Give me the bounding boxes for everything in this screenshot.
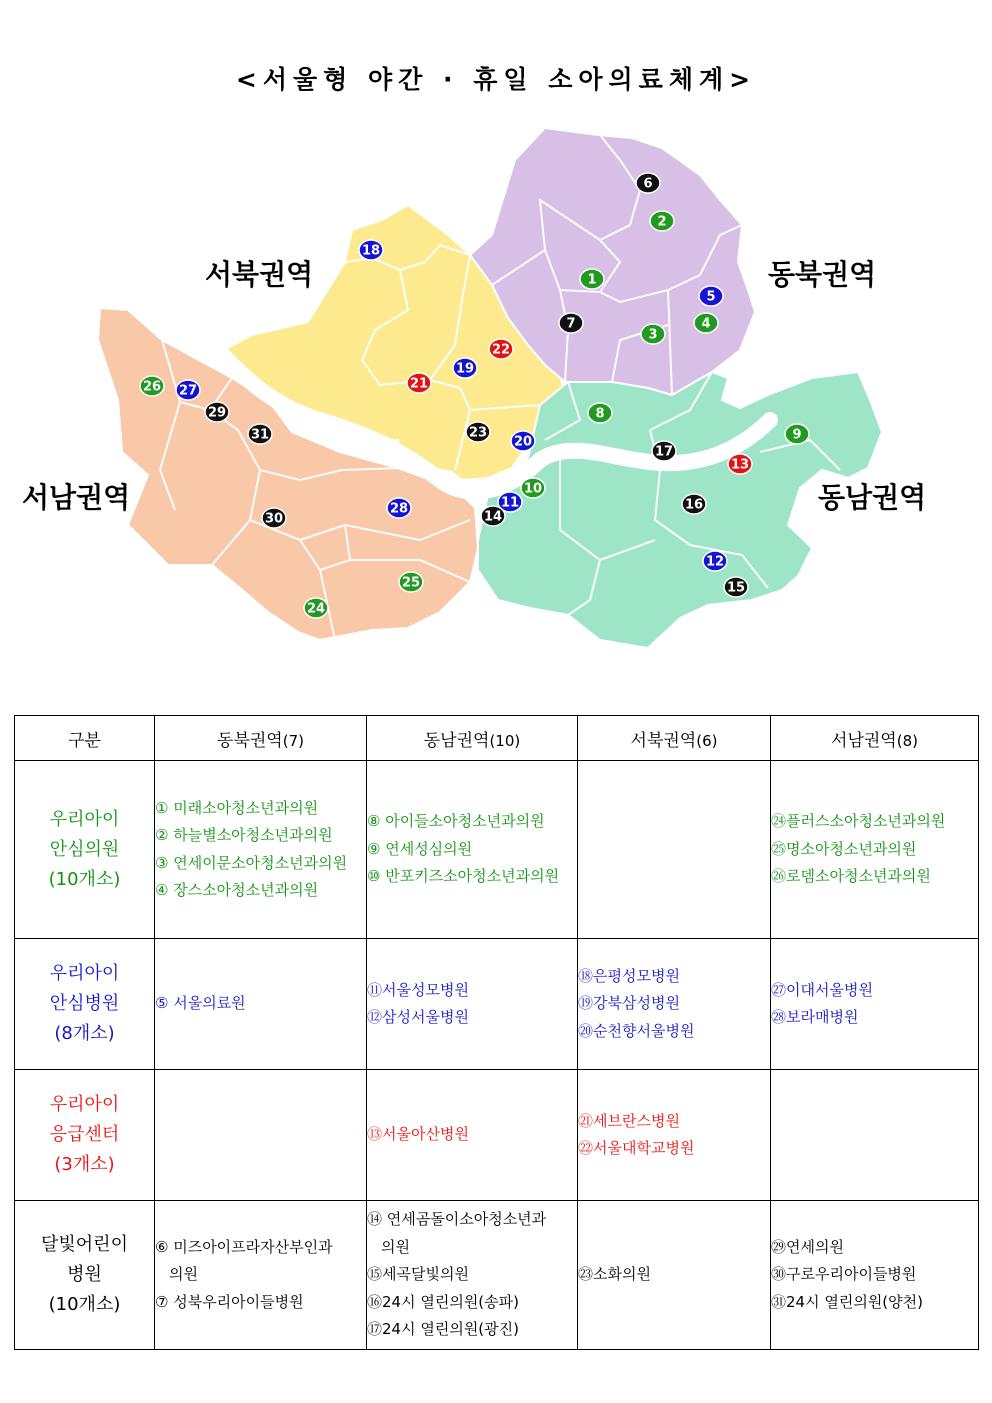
facility-name: ㉙연세의원: [771, 1237, 844, 1256]
header-southwest: 서남권역(8): [771, 716, 979, 761]
map-marker-label: 8: [595, 406, 605, 422]
map-marker-10: [521, 478, 545, 498]
map-marker-12: [703, 551, 727, 571]
map-marker-label: 9: [792, 427, 802, 443]
map-marker-1: [580, 269, 604, 289]
table-header-row: [15, 716, 979, 761]
map-marker-label: 5: [706, 289, 716, 305]
facility-table: [14, 715, 979, 1350]
map-marker-6: [636, 173, 660, 193]
map-marker-3: [641, 324, 665, 344]
map-marker-label: 6: [643, 176, 653, 192]
map-marker-19: [453, 358, 477, 378]
cell-southeast: [367, 1201, 578, 1350]
region-label-southwest: 서남권역: [22, 481, 131, 514]
facility-name: ⑪서울성모병원: [367, 980, 469, 999]
cell-northeast: [155, 761, 367, 939]
map-marker-label: 3: [648, 327, 658, 343]
map-marker-17: [652, 441, 676, 461]
map-marker-label: 23: [468, 425, 488, 441]
facility-name: ㉓소화의원: [578, 1265, 651, 1284]
map-marker-31: [248, 424, 272, 444]
map-marker-label: 15: [726, 580, 746, 596]
facility-name: ㉕명소아청소년과의원: [771, 839, 917, 858]
map-marker-label: 2: [657, 214, 667, 230]
facility-name: ㉛24시 열린의원(양천): [771, 1292, 923, 1311]
facility-name: ⑳순천향서울병원: [578, 1021, 695, 1040]
region-label-southeast: 동남권역: [818, 481, 927, 514]
page-title: <서울형 야간 · 휴일 소아의료체계>: [235, 65, 757, 94]
facility-name: ⑱은평성모병원: [578, 966, 680, 985]
facility-name: ① 미래소아청소년과의원: [155, 798, 319, 817]
facility-name: ㉖로뎀소아청소년과의원: [771, 867, 931, 886]
region-label-northwest: 서북권역: [205, 258, 314, 291]
map-marker-label: 29: [207, 405, 227, 421]
cell-southwest: [771, 939, 979, 1070]
map-marker-22: [489, 339, 513, 359]
map-marker-21: [407, 373, 431, 393]
facility-name: ㉗이대서울병원: [771, 980, 873, 999]
map-marker-26: [140, 376, 164, 396]
cell-northwest: [578, 761, 771, 939]
map-marker-9: [785, 424, 809, 444]
map-marker-label: 20: [513, 434, 533, 450]
map-marker-25: [399, 572, 423, 592]
row-category-line: 우리아이: [49, 808, 120, 830]
facility-name: ㉑세브란스병원: [578, 1111, 680, 1130]
facility-name: ⑥ 미즈아이프라자산부인과: [155, 1237, 333, 1256]
map-marker-label: 7: [566, 316, 576, 332]
row-category-line: 응급센터: [49, 1124, 120, 1145]
map-marker-label: 28: [389, 501, 409, 517]
facility-name: ④ 장스소아청소년과의원: [155, 881, 319, 899]
header-southeast: 동남권역(10): [367, 716, 578, 761]
facility-name: 의원: [169, 1265, 198, 1284]
map-marker-28: [387, 498, 411, 518]
map-marker-29: [205, 402, 229, 422]
map-marker-20: [511, 431, 535, 451]
row-category: [15, 939, 155, 1070]
map-marker-2: [650, 211, 674, 231]
facility-name: ㉒서울대학교병원: [578, 1139, 695, 1157]
cell-northeast: [155, 939, 367, 1070]
map-marker-label: 10: [523, 481, 543, 497]
cell-northwest: [578, 1201, 771, 1350]
map-marker-label: 22: [491, 342, 511, 358]
cell-southeast: [367, 939, 578, 1070]
map-marker-label: 4: [701, 316, 711, 332]
facility-name: ⑨ 연세성심의원: [367, 839, 473, 858]
row-category: [15, 761, 155, 939]
facility-name: ⑮세곡달빛의원: [367, 1265, 469, 1284]
map-marker-30: [262, 508, 286, 528]
row-category-line: (10개소): [48, 868, 121, 890]
cell-northeast: [155, 1201, 367, 1350]
seoul-region-map: [0, 110, 992, 670]
table-row: [15, 761, 979, 939]
map-marker-label: 13: [730, 457, 750, 473]
map-marker-label: 26: [142, 379, 162, 395]
cell-northwest: [578, 939, 771, 1070]
facility-name: ⑫삼성서울병원: [367, 1008, 469, 1026]
row-category-line: 안심병원: [49, 993, 120, 1014]
facility-name: ⑦ 성북우리아이들병원: [155, 1292, 304, 1311]
region-label-northeast: 동북권역: [768, 258, 877, 291]
map-marker-label: 24: [306, 601, 326, 617]
map-marker-label: 27: [178, 383, 198, 399]
map-marker-13: [728, 454, 752, 474]
header-northwest: 서북권역(6): [578, 716, 771, 761]
facility-name: ⑩ 반포키즈소아청소년과의원: [367, 867, 560, 886]
map-marker-23: [466, 422, 490, 442]
map-marker-18: [359, 240, 383, 260]
map-marker-label: 11: [500, 495, 520, 511]
map-marker-16: [682, 494, 706, 514]
map-marker-label: 16: [684, 497, 704, 513]
map-marker-label: 30: [264, 511, 284, 527]
cell-southwest: [771, 1201, 979, 1350]
facility-name: ⑯24시 열린의원(송파): [367, 1292, 519, 1311]
row-category: [15, 1070, 155, 1201]
row-category-line: (3개소): [54, 1154, 115, 1175]
map-marker-label: 31: [250, 427, 270, 443]
map-marker-label: 21: [409, 376, 429, 392]
cell-southeast: [367, 761, 578, 939]
facility-name: ㉘보라매병원: [771, 1008, 859, 1026]
facility-name: ⑰24시 열린의원(광진): [367, 1320, 519, 1339]
map-marker-4: [694, 313, 718, 333]
facility-name: ⑬서울아산병원: [367, 1125, 469, 1144]
facility-name: ⑲강북삼성병원: [578, 994, 680, 1013]
facility-name: 의원: [381, 1237, 410, 1256]
map-marker-label: 18: [361, 243, 381, 259]
cell-southwest: [771, 761, 979, 939]
cell-northeast: [155, 1070, 367, 1201]
cell-northwest: [578, 1070, 771, 1201]
row-category-line: 우리아이: [49, 1094, 120, 1115]
map-marker-label: 12: [705, 554, 725, 570]
facility-name: ⑤ 서울의료원: [155, 994, 246, 1013]
map-marker-label: 17: [654, 444, 674, 460]
table-row: [15, 1201, 979, 1350]
row-category-line: (10개소): [48, 1294, 121, 1315]
facility-name: ② 하늘별소아청소년과의원: [155, 826, 333, 844]
map-marker-5: [699, 286, 723, 306]
facility-name: ⑧ 아이들소아청소년과의원: [367, 812, 545, 831]
cell-southeast: [367, 1070, 578, 1201]
header-category: 구분: [15, 716, 155, 761]
table-row: [15, 1070, 979, 1201]
map-marker-27: [176, 380, 200, 400]
map-marker-24: [304, 598, 328, 618]
facility-name: ⑭ 연세곰돌이소아청소년과: [367, 1210, 547, 1229]
map-marker-14: [481, 506, 505, 526]
cell-southwest: [771, 1070, 979, 1201]
facility-name: ㉚구로우리아이들병원: [771, 1265, 917, 1284]
map-marker-7: [559, 313, 583, 333]
map-marker-15: [724, 577, 748, 597]
header-northeast: 동북권역(7): [155, 716, 367, 761]
row-category-line: (8개소): [54, 1023, 115, 1044]
row-category-line: 우리아이: [49, 963, 120, 984]
map-marker-label: 25: [401, 575, 421, 591]
row-category: [15, 1201, 155, 1350]
map-marker-label: 19: [455, 361, 475, 377]
map-marker-label: 14: [483, 509, 503, 525]
table-row: [15, 939, 979, 1070]
map-marker-8: [588, 403, 612, 423]
row-category-line: 달빛어린이: [41, 1234, 128, 1255]
row-category-line: 안심의원: [49, 838, 120, 860]
facility-name: ③ 연세이문소아청소년과의원: [155, 853, 348, 872]
map-marker-label: 1: [587, 272, 597, 288]
row-category-line: 병원: [67, 1264, 102, 1285]
facility-name: ㉔플러스소아청소년과의원: [771, 812, 946, 831]
